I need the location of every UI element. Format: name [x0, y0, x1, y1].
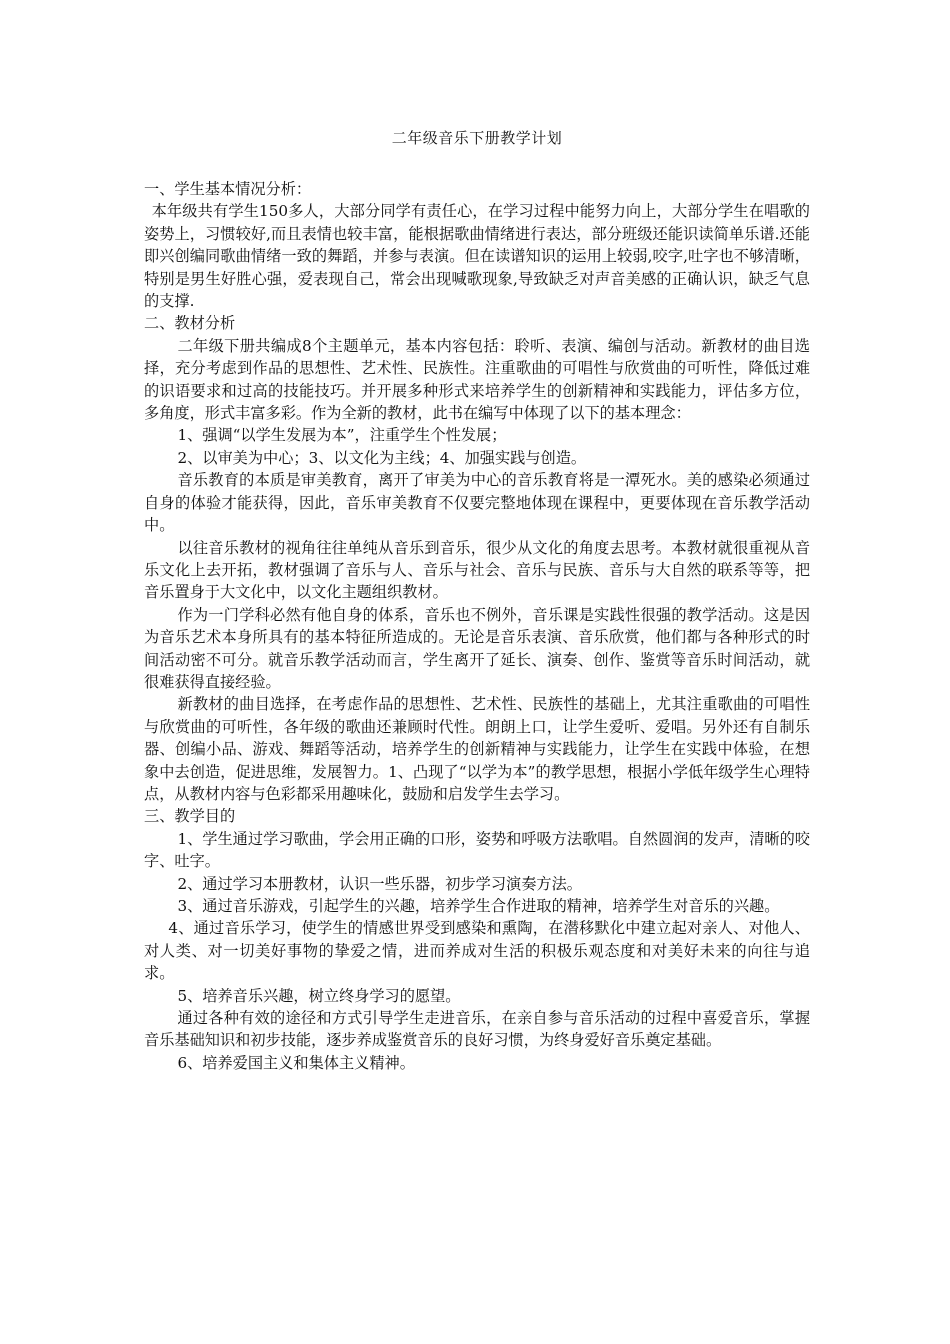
- list-item: 2、以审美为中心；3、以文化为主线；4、加强实践与创造。: [177, 448, 587, 467]
- section-heading-2: 二、教材分析: [144, 314, 236, 333]
- list-item: 6、培养爱国主义和集体主义精神。: [177, 1053, 415, 1072]
- document-body: [144, 178, 810, 1074]
- section-heading-1: 一、学生基本情况分析：: [144, 180, 312, 198]
- paragraph: 音乐教育的本质是审美教育，离开了审美为中心的音乐教育将是一潭死水。美的感染必须通过自身的体验才能获得，因此，音乐审美教育不仅要完整地体现在课程中，更要体现在音乐教学活动中。: [144, 471, 810, 535]
- list-item: 3、通过音乐游戏，引起学生的兴趣，培养学生合作进取的精神，培养学生对音乐的兴趣。: [177, 897, 780, 915]
- list-item: 5、培养音乐兴趣，树立终身学习的愿望。: [177, 986, 461, 1005]
- list-item: 2、通过学习本册教材，认识一些乐器，初步学习演奏方法。: [177, 874, 582, 893]
- paragraph: 二年级下册共编成8个主题单元，基本内容包括：聆听、表演、编创与活动。新教材的曲目选择，充分考虑到作品的思想性、艺术性、民族性。注重歌曲的可唱性与欣赏曲的可听性，降低过难的识语要求和过高的技能技巧。并开展多种形式来培养学生的创新精神和实践能力，评估多方位，多角度，形式丰富多彩。作为全新的教材，此书在编写中体现了以下的基本理念：: [144, 336, 810, 423]
- paragraph: 新教材的曲目选择，在考虑作品的思想性、艺术性、民族性的基础上，尤其注重歌曲的可唱性与欣赏曲的可听性，各年级的歌曲还兼顾时代性。朗朗上口，让学生爱听、爱唱。另外还有自制乐器、创编小品、游戏、舞蹈等活动，培养学生的创新精神与实践能力，让学生在实践中体验，在想象中去创造，促进思维，发展智力。1、凸现了“以学为本”的教学思想，根据小学低年级学生心理特点，从教材内容与色彩都采用趣味化，鼓励和启发学生去学习。: [144, 695, 810, 803]
- list-item: 1、学生通过学习歌曲，学会用正确的口形，姿势和呼吸方法歌唱。自然圆润的发声，清晰的咬字、吐字。: [144, 829, 810, 871]
- list-item: 1、强调“以学生发展为本”，注重学生个性发展；: [177, 426, 507, 445]
- paragraph: 通过各种有效的途径和方式引导学生走进音乐，在亲自参与音乐活动的过程中喜爱音乐，掌握音乐基础知识和初步技能，逐步养成鉴赏音乐的良好习惯，为终身爱好音乐奠定基础。: [144, 1009, 810, 1050]
- document-title: 二年级音乐下册教学计划: [391, 129, 563, 147]
- paragraph: 本年级共有学生150多人，大部分同学有责任心，在学习过程中能努力向上，大部分学生在唱歌的姿势上，习惯较好,而且表情也较丰富，能根据歌曲情绪进行表达，部分班级还能识读简单乐谱.还能即兴创编同歌曲情绪一致的舞蹈，并参与表演。但在读谱知识的运用上较弱,咬字,吐字也不够清晰，特别是男生好胜心强，爱表现自己，常会出现喊歌现象,导致缺乏对声音美感的正确认识，缺乏气息的支撑.: [144, 202, 810, 311]
- section-heading-3: 三、教学目的: [144, 807, 236, 826]
- list-item: 4、通过音乐学习，使学生的情感世界受到感染和熏陶，在潜移默化中建立起对亲人、对他人、对人类、对一切美好事物的挚爱之情，进而养成对生活的积极乐观态度和对美好未来的向往与追求。: [144, 919, 810, 983]
- paragraph: 以往音乐教材的视角往往单纯从音乐到音乐，很少从文化的角度去思考。本教材就很重视从音乐文化上去开拓，教材强调了音乐与人、音乐与社会、音乐与民族、音乐与大自然的联系等等，把音乐置身于大文化中，以文化主题组织教材。: [144, 538, 810, 602]
- paragraph: 作为一门学科必然有他自身的体系，音乐也不例外，音乐课是实践性很强的教学活动。这是因为音乐艺术本身所具有的基本特征所造成的。无论是音乐表演、音乐欣赏，他们都与各种形式的时间活动密不可分。就音乐教学活动而言，学生离开了延长、演奏、创作、鉴赏等音乐时间活动，就很难获得直接经验。: [144, 605, 810, 691]
